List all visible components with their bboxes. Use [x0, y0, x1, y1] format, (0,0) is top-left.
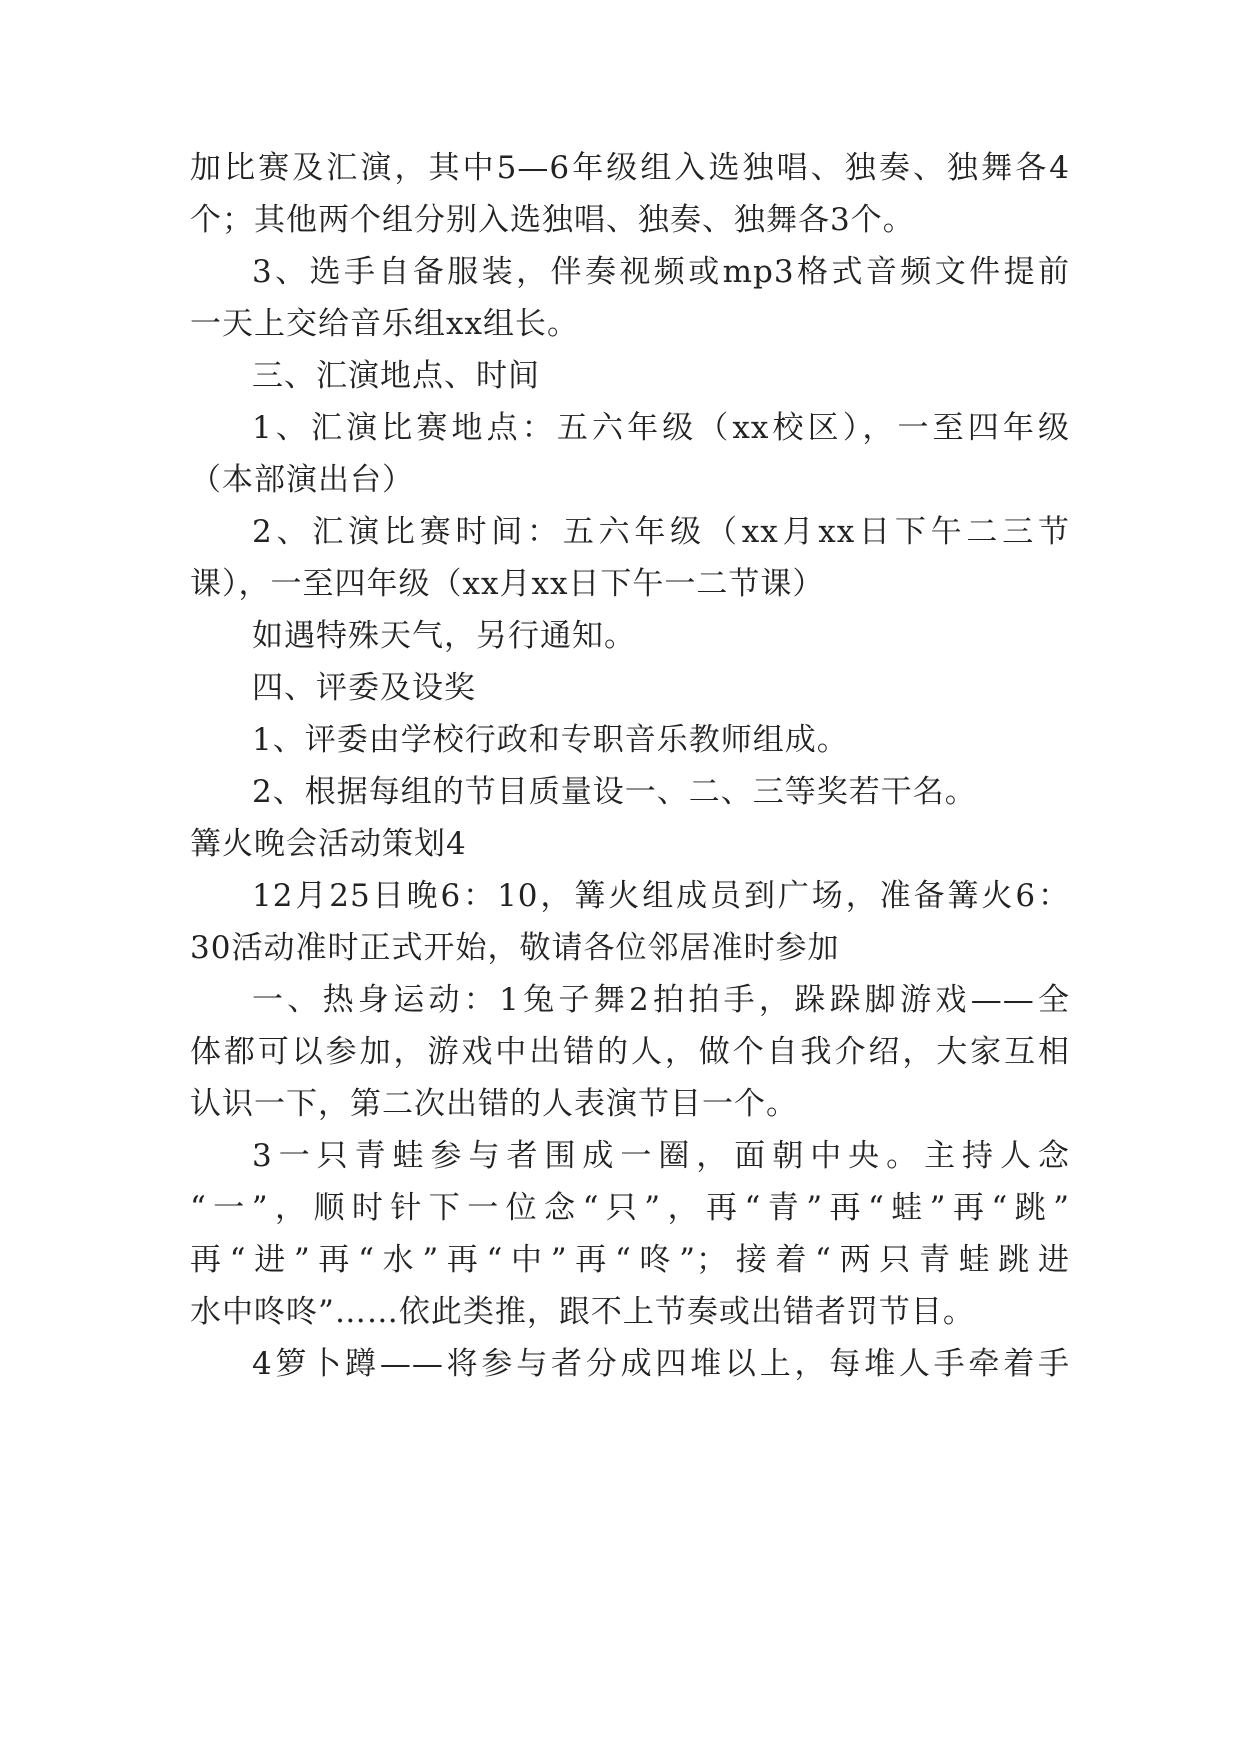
text-line: 个；其他两个组分别入选独唱、独奏、独舞各3个。	[190, 202, 915, 238]
text-line: 1、评委由学校行政和专职音乐教师组成。	[252, 722, 849, 758]
text-line: 3、选手自备服装，伴奏视频或mp3格式音频文件提前	[252, 254, 1070, 290]
text-line: （本部演出台）	[190, 462, 414, 498]
text-line: 课），一至四年级（xx月xx日下午一二节课）	[190, 566, 825, 602]
text-line: 一天上交给音乐组xx组长。	[190, 306, 579, 342]
text-line: 一、热身运动：1兔子舞2拍拍手，跺跺脚游戏——全	[252, 982, 1070, 1018]
text-line: 2、汇演比赛时间：五六年级（xx月xx日下午二三节	[252, 514, 1070, 550]
text-line: 3一只青蛙参与者围成一圈，面朝中央。主持人念	[252, 1138, 1070, 1174]
text-line: 水中咚咚”……依此类推，跟不上节奏或出错者罚节目。	[190, 1294, 975, 1330]
text-line: 体都可以参加，游戏中出错的人，做个自我介绍，大家互相	[190, 1034, 1070, 1070]
text-line: 30活动准时正式开始，敬请各位邻居准时参加	[190, 930, 840, 966]
text-line: 1、汇演比赛地点：五六年级（xx校区），一至四年级	[252, 410, 1070, 446]
text-line: 4箩卜蹲——将参与者分成四堆以上，每堆人手牵着手	[252, 1346, 1070, 1382]
text-line: 认识一下，第二次出错的人表演节目一个。	[190, 1086, 798, 1122]
text-line: 2、根据每组的节目质量设一、二、三等奖若干名。	[252, 774, 977, 810]
text-line: 如遇特殊天气，另行通知。	[252, 618, 636, 654]
text-line: “一”，顺时针下一位念“只”，再“青”再“蛙”再“跳”	[190, 1190, 1070, 1226]
text-line: 加比赛及汇演，其中5—6年级组入选独唱、独奏、独舞各4	[190, 150, 1070, 186]
section-heading: 三、汇演地点、时间	[252, 358, 540, 394]
section-heading: 四、评委及设奖	[252, 670, 476, 706]
text-line: 再“进”再“水”再“中”再“咚”；接着“两只青蛙跳进	[190, 1242, 1070, 1278]
document-title: 篝火晚会活动策划4	[190, 826, 467, 862]
text-line: 12月25日晚6：10，篝火组成员到广场，准备篝火6：	[252, 878, 1070, 914]
